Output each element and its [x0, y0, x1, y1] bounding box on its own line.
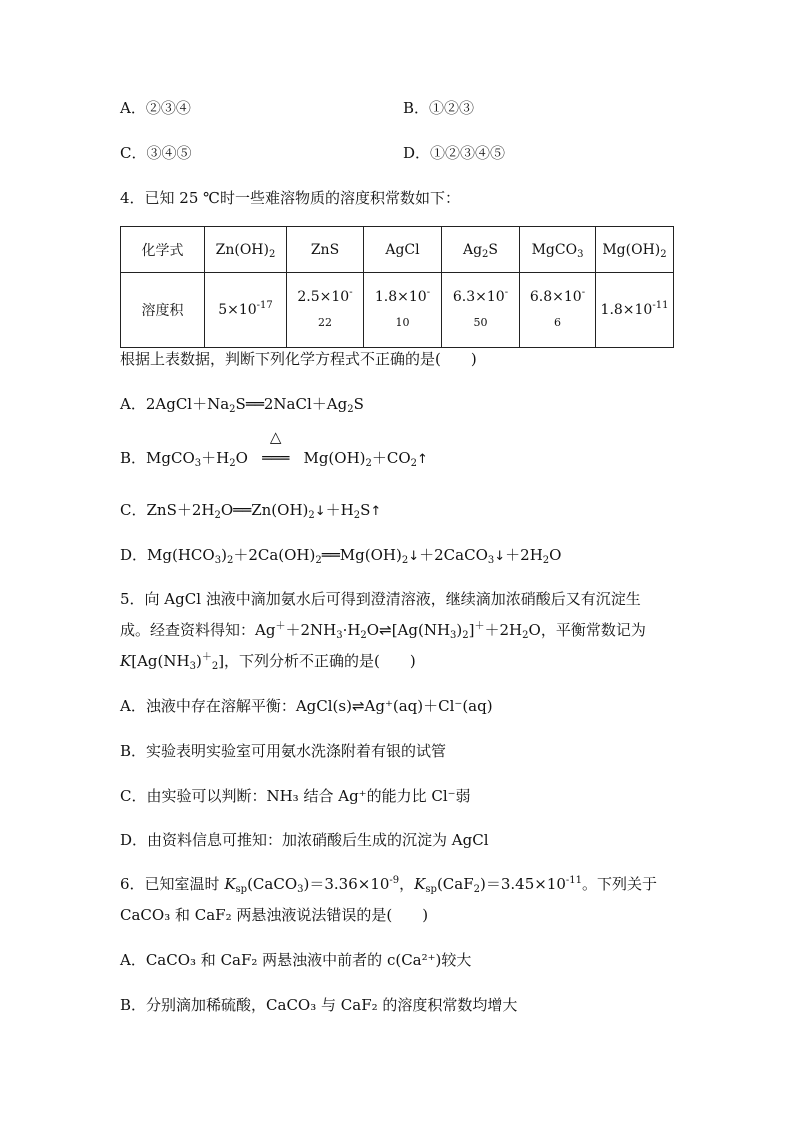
table-row — [121, 273, 674, 348]
q4-option-d: D．$Mg(HCO_3)_2+2Ca(OH)_2══Mg(OH)_2↓+2CaCO_3↓+2H_2O$ — [120, 546, 562, 566]
formula-zns: ZnS — [287, 227, 364, 273]
formula-ag2s: $Ag_2S$ — [442, 227, 520, 273]
formula-zn-oh2: $Zn(OH)_2$ — [205, 227, 287, 273]
heat-triangle-icon: △ — [269, 428, 282, 446]
q4-option-b: B．$MgCO_3+H_2O$ △ ═══ $Mg(OH)_2+CO_2↑$ — [120, 428, 428, 469]
q3-option-a: A．②③④ — [120, 99, 191, 117]
q5-option-d: D．由资料信息可推知：加浓硝酸后生成的沉淀为 AgCl — [120, 831, 489, 849]
q5-option-b: B．实验表明实验室可用氨水洗涤附着有银的试管 — [120, 742, 447, 760]
table-header-ksp: 溶度积 — [121, 273, 205, 348]
q5-line-3: $K[Ag(NH_3)^+_2]$，下列分析不正确的是( ) — [120, 652, 416, 672]
q4-option-c: C．$ZnS+2H_2O══Zn(OH)_2↓+H_2S↑$ — [120, 501, 382, 521]
q6-line-2: CaCO₃ 和 CaF₂ 两悬浊液说法错误的是( ) — [120, 906, 429, 924]
q3-option-d: D．①②③④⑤ — [403, 144, 506, 162]
ksp-zn-oh2: $5\times 10^{-17}$ — [205, 273, 287, 348]
q4-option-a: A．$2AgCl+Na_2S══2NaCl+Ag_2S$ — [120, 395, 364, 415]
formula-agcl: AgCl — [364, 227, 442, 273]
q5-line-2: 成。经查资料得知：$Ag^++2NH_3\cdot H_2O\rightleftharpoons[Ag(NH_3)_2]^++2H_2O$，平衡常数记为 — [120, 621, 646, 641]
formula-mgco3: MgCO$_3$ — [520, 227, 596, 273]
ksp-ag2s: 6.3×10- 50 — [442, 273, 520, 348]
q6-option-a: A．CaCO₃ 和 CaF₂ 两悬浊液中前者的 c(Ca²⁺)较大 — [120, 951, 472, 969]
q3-option-c: C．③④⑤ — [120, 144, 192, 162]
table-row — [121, 227, 674, 273]
q3-option-b: B．①②③ — [403, 99, 475, 117]
q5-line-1: 5．向 AgCl 浊液中滴加氨水后可得到澄清溶液，继续滴加浓硝酸后又有沉淀生 — [120, 590, 641, 608]
table-header-formula: 化学式 — [121, 227, 205, 273]
ksp-mgco3: 6.8×10- 6 — [520, 273, 596, 348]
q4-question: 根据上表数据，判断下列化学方程式不正确的是( ) — [120, 350, 477, 368]
ksp-zns: 2.5×10- 22 — [287, 273, 364, 348]
q4-stem: 4．已知 25 ℃时一些难溶物质的溶度积常数如下： — [120, 189, 460, 207]
q6-line-1: 6．已知室温时 $K_{sp}(CaCO_3)=3.36\times 10^{-9}$，$K_{sp}(CaF_2)=3.45\times 10^{-11}$。下列关于 — [120, 875, 658, 895]
ksp-table — [120, 226, 674, 348]
q5-option-c: C．由实验可以判断：NH₃ 结合 Ag⁺的能力比 Cl⁻弱 — [120, 787, 471, 805]
formula-mg-oh2: $Mg(OH)_2$ — [596, 227, 674, 273]
ksp-agcl: 1.8×10- 10 — [364, 273, 442, 348]
q5-option-a: A．浊液中存在溶解平衡：AgCl(s)⇌Ag⁺(aq)＋Cl⁻(aq) — [120, 697, 493, 715]
q6-option-b: B．分别滴加稀硫酸，CaCO₃ 与 CaF₂ 的溶度积常数均增大 — [120, 996, 518, 1014]
ksp-mg-oh2: $1.8\times 10^{-11}$ — [596, 273, 674, 348]
